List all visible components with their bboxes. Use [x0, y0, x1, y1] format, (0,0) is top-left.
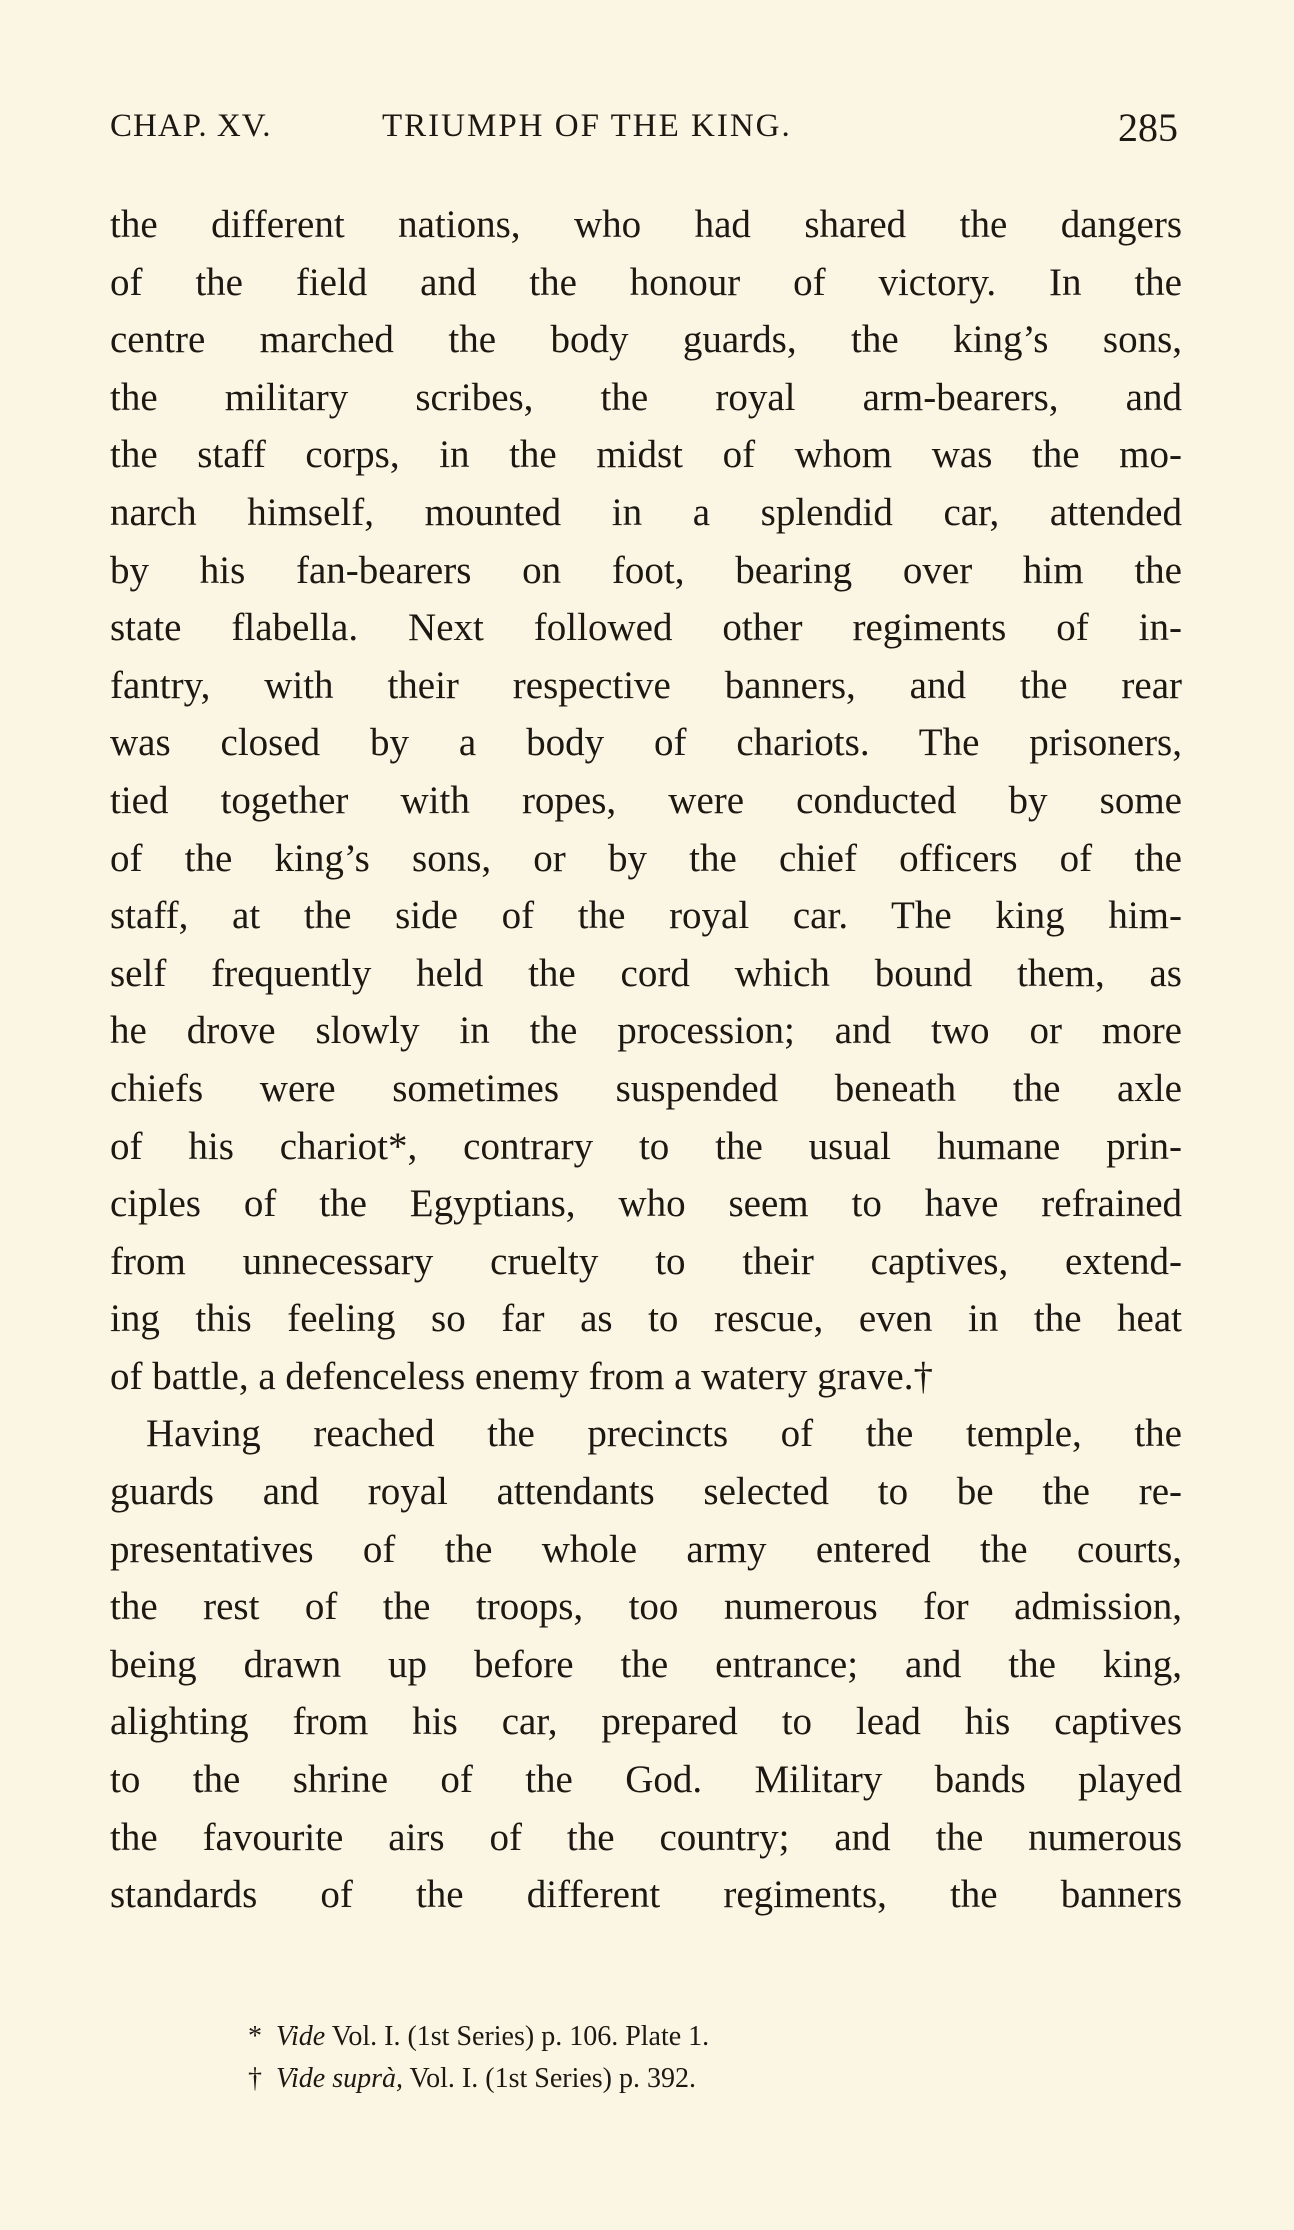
text-line: he drove slowly in the procession; and two or more	[110, 1009, 1182, 1053]
footnote-citation-italic: Vide suprà,	[276, 2063, 404, 2094]
text-line: of battle, a defenceless enemy from a watery grave.†	[110, 1354, 933, 1398]
text-line: the staff corps, in the midst of whom was the mo-	[110, 433, 1182, 477]
page-number: 285	[1118, 105, 1178, 150]
footnote-citation-italic: Vide	[276, 2021, 326, 2052]
text-line: self frequently held the cord which bound them, as	[110, 951, 1182, 995]
text-line: standards of the different regiments, the banners	[110, 1873, 1182, 1917]
chapter-label: CHAP. XV.	[110, 108, 272, 144]
footnotes	[248, 2016, 1148, 2100]
footnote	[248, 2016, 1148, 2058]
text-line: staff, at the side of the royal car. The king him-	[110, 894, 1182, 938]
text-line: presentatives of the whole army entered the courts,	[110, 1527, 1182, 1571]
paragraph-start-line: Having reached the precincts of the temple, the	[146, 1412, 1182, 1456]
body-text	[110, 196, 1182, 1924]
text-line: by his fan-bearers on foot, bearing over him the	[110, 548, 1182, 592]
footnote-citation: Vol. I. (1st Series) p. 392.	[403, 2063, 696, 2094]
text-line: the favourite airs of the country; and the numerous	[110, 1815, 1182, 1859]
footnote-citation: Vol. I. (1st Series) p. 106. Plate 1.	[325, 2021, 710, 2052]
text-line: the different nations, who had shared the dangers	[110, 203, 1182, 246]
text-line: centre marched the body guards, the king’s sons,	[110, 318, 1182, 362]
footnote-mark: *	[248, 2021, 262, 2052]
running-head	[110, 105, 1178, 150]
text-line: tied together with ropes, were conducted by some	[110, 778, 1182, 822]
text-line: chiefs were sometimes suspended beneath the axle	[110, 1066, 1182, 1110]
text-line: of the field and the honour of victory. In the	[110, 260, 1182, 304]
text-line: narch himself, mounted in a splendid car, attended	[110, 490, 1182, 534]
text-line: the rest of the troops, too numerous for admission,	[110, 1585, 1182, 1629]
text-line: guards and royal attendants selected to be the re-	[110, 1470, 1182, 1514]
text-line: was closed by a body of chariots. The prisoners,	[110, 721, 1182, 765]
text-line: ing this feeling so far as to rescue, even in the heat	[110, 1297, 1182, 1341]
text-line: of the king’s sons, or by the chief officers of the	[110, 836, 1182, 880]
text-line: being drawn up before the entrance; and the king,	[110, 1642, 1182, 1686]
text-line: from unnecessary cruelty to their captives, extend-	[110, 1239, 1182, 1283]
text-line: the military scribes, the royal arm-bearers, and	[110, 375, 1182, 419]
text-line: fantry, with their respective banners, and the rear	[110, 663, 1182, 707]
text-line: ciples of the Egyptians, who seem to have refrained	[110, 1182, 1182, 1226]
footnote-mark: †	[248, 2063, 262, 2094]
text-line: to the shrine of the God. Military bands played	[110, 1758, 1182, 1802]
text-line: alighting from his car, prepared to lead his captives	[110, 1700, 1182, 1744]
footnote	[248, 2058, 1148, 2100]
running-title: TRIUMPH OF THE KING.	[382, 108, 792, 144]
text-line: of his chariot*, contrary to the usual humane prin-	[110, 1124, 1182, 1168]
text-line: state flabella. Next followed other regiments of in-	[110, 606, 1182, 650]
